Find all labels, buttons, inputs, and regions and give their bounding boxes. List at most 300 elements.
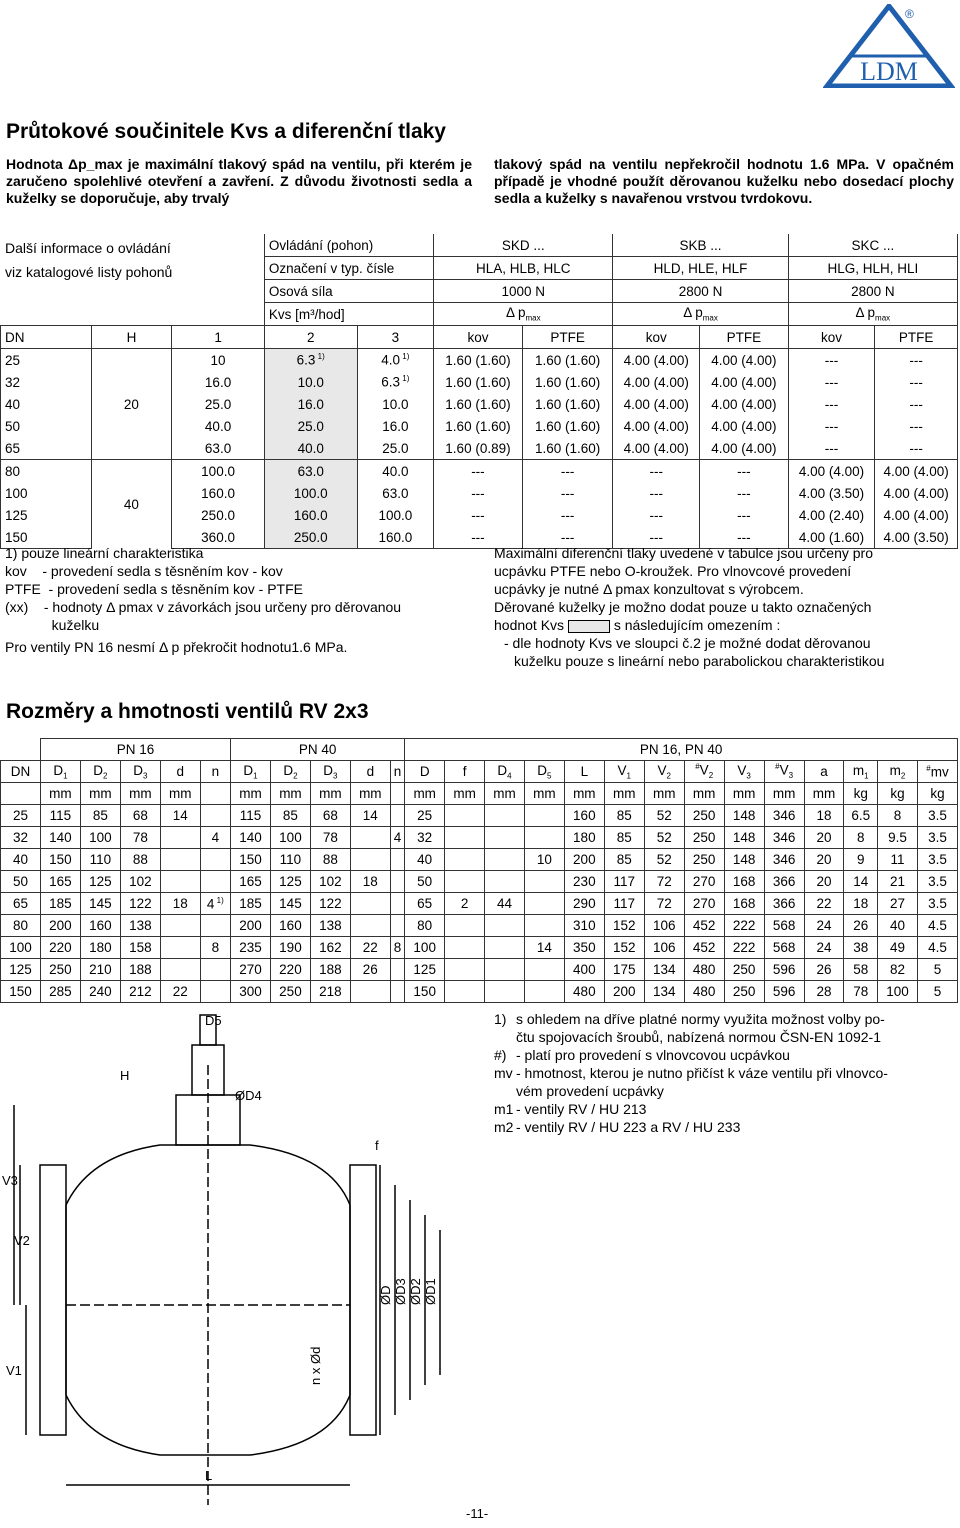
dim-cell: 78 [120, 827, 160, 849]
dp-cell: --- [434, 504, 523, 526]
dp-cell: --- [613, 460, 700, 483]
footnotes [494, 1010, 954, 1136]
dim-cell [350, 915, 390, 937]
dim-row [1, 849, 958, 871]
dim-cell [524, 871, 564, 893]
dp-cell: 4.00 (1.60) [788, 526, 875, 549]
dim-cell: 168 [724, 893, 764, 915]
dim-cell: 58 [844, 959, 878, 981]
dim-unit-cell: mm [160, 783, 200, 805]
dim-cell [445, 915, 485, 937]
dim-cell [485, 937, 525, 959]
dim-cell [524, 805, 564, 827]
label-d1: ØD1 [423, 1278, 438, 1305]
dim-cell: 25 [1, 805, 41, 827]
dp-cell: --- [522, 460, 613, 483]
dim-cell: 138 [310, 915, 350, 937]
kvs3-cell: 100.0 [357, 504, 434, 526]
note-right-2: ucpávku PTFE nebo O-kroužek. Pro vlnovcové provedení [494, 563, 852, 579]
dim-cell: 250 [724, 959, 764, 981]
dim-cell: 100 [405, 937, 445, 959]
dim-cell [445, 937, 485, 959]
note-right-4: Děrované kuželky je možno dodat pouze u takto označených [494, 599, 872, 615]
dim-cell: 480 [684, 959, 724, 981]
dim-cell: 165 [40, 871, 80, 893]
group-pn16-40: PN 16, PN 40 [405, 739, 958, 761]
dim-cell: 68 [310, 805, 350, 827]
logo-text: LDM [860, 57, 918, 86]
dim-cell: 210 [80, 959, 120, 981]
kvs2-cell: 63.0 [264, 460, 357, 483]
kvs-col-head: DN [1, 326, 92, 349]
dim-head-cell: d [350, 761, 390, 783]
dim-cell [445, 805, 485, 827]
dim-row [1, 871, 958, 893]
note-1: 1) pouze lineární charakteristika [5, 545, 204, 561]
dim-cell [390, 805, 404, 827]
force-1: 1000 N [434, 280, 613, 303]
dim-cell: 180 [564, 827, 604, 849]
registered-mark: ® [905, 7, 914, 21]
dim-cell: 115 [231, 805, 271, 827]
actuator-skd: SKD ... [434, 234, 613, 257]
dp-cell: --- [434, 460, 523, 483]
dim-cell: 65 [405, 893, 445, 915]
dp-cell: 4.00 (4.00) [875, 460, 958, 483]
dim-cell: 250 [270, 981, 310, 1003]
dp-cell: --- [613, 526, 700, 549]
dim-head-cell: a [804, 761, 844, 783]
dim-cell: 346 [764, 805, 804, 827]
notes-right [494, 544, 954, 670]
kvs-col-head: 1 [172, 326, 265, 349]
dim-head-cell: $^{\#}V_3$ [764, 761, 804, 783]
dim-cell: 366 [764, 893, 804, 915]
label-d: ØD [378, 1285, 393, 1305]
dim-cell: 52 [644, 849, 684, 871]
dim-cell: 20 [804, 849, 844, 871]
dp-cell: 4.00 (4.00) [875, 482, 958, 504]
footnote-text: s ohledem na dříve platné normy využita možnost volby po- [516, 1011, 885, 1027]
label-d5: D5 [205, 1013, 222, 1028]
footnote-text: vém provedení ucpávky [516, 1083, 664, 1099]
dim-cell: 150 [1, 981, 41, 1003]
dim-cell: 148 [724, 849, 764, 871]
dim-cell [390, 915, 404, 937]
dp-cell: 4.00 (4.00) [613, 393, 700, 415]
group-pn16: PN 16 [40, 739, 230, 761]
label-v3: V3 [2, 1173, 18, 1188]
label-d4: ØD4 [235, 1088, 262, 1103]
kvs-col-head: H [91, 326, 172, 349]
dim-head-cell: $^{\#}V_2$ [684, 761, 724, 783]
dp-cell: --- [700, 526, 789, 549]
dim-cell: 140 [231, 827, 271, 849]
label-d2: ØD2 [408, 1278, 423, 1305]
dim-cell: 72 [644, 893, 684, 915]
dim-cell: 2 [445, 893, 485, 915]
label-force: Osová síla [264, 280, 433, 303]
kvs-row [1, 460, 958, 483]
dim-cell: 158 [120, 937, 160, 959]
dim-cell [200, 981, 230, 1003]
note-right-5: hodnot Kvs s následujícím omezením : [494, 617, 781, 633]
dim-unit-cell: mm [405, 783, 445, 805]
dim-head-cell: $D_3$ [120, 761, 160, 783]
dim-cell [524, 915, 564, 937]
dp-cell: --- [788, 393, 875, 415]
dim-head-cell: $V_2$ [644, 761, 684, 783]
dim-cell: 52 [644, 827, 684, 849]
dim-cell: 8 [200, 937, 230, 959]
kvs1-cell: 100.0 [172, 460, 265, 483]
dim-cell: 18 [844, 893, 878, 915]
dim-cell: 185 [40, 893, 80, 915]
dim-head-cell: d [160, 761, 200, 783]
designation-1: HLA, HLB, HLC [434, 257, 613, 280]
dim-cell: 72 [644, 871, 684, 893]
dim-cell: 117 [604, 893, 644, 915]
dim-head-cell: $V_1$ [604, 761, 644, 783]
dim-cell [160, 849, 200, 871]
dim-cell: 222 [724, 915, 764, 937]
dn-cell: 40 [1, 393, 92, 415]
dim-unit-cell: mm [270, 783, 310, 805]
kvs3-cell: 160.0 [357, 526, 434, 549]
dim-cell [350, 893, 390, 915]
dim-cell: 110 [80, 849, 120, 871]
dim-cell: 250 [724, 981, 764, 1003]
kvs2-cell: 10.0 [264, 371, 357, 393]
dim-cell: 100 [270, 827, 310, 849]
intro-left: Hodnota Δp_max je maximální tlakový spád na ventilu, při kterém je zaručeno spolehlivé otevření a zavření. Z důvodu životnosti sedla a kuželky se doporučuje, aby trvalý [6, 156, 472, 206]
kvs-col-head: 2 [264, 326, 357, 349]
dim-unit-cell: mm [310, 783, 350, 805]
dim-cell: 346 [764, 849, 804, 871]
dim-cell: 18 [804, 805, 844, 827]
dim-cell: 78 [844, 981, 878, 1003]
dim-cell [200, 959, 230, 981]
dim-cell: 4 $^{1)}$ [200, 893, 230, 915]
actuator-skc: SKC ... [788, 234, 957, 257]
dim-cell: 145 [270, 893, 310, 915]
designation-2: HLD, HLE, HLF [613, 257, 788, 280]
dim-cell: 26 [844, 915, 878, 937]
dim-cell [445, 827, 485, 849]
dp-cell: 1.60 (1.60) [434, 415, 523, 437]
dimension-headers [1, 761, 958, 783]
dp-cell: --- [875, 371, 958, 393]
dim-head-cell: $D_5$ [524, 761, 564, 783]
dp-cell: 4.00 (2.40) [788, 504, 875, 526]
kvs-column-headers [1, 326, 958, 349]
dp-cell: --- [788, 437, 875, 460]
kvs1-cell: 25.0 [172, 393, 265, 415]
dim-cell: 88 [310, 849, 350, 871]
dp-max-1: Δ $p_{max}$ [434, 303, 613, 326]
dim-unit-cell: mm [80, 783, 120, 805]
dim-unit-cell: mm [445, 783, 485, 805]
kvs2-cell: 16.0 [264, 393, 357, 415]
dim-unit-cell: mm [604, 783, 644, 805]
dim-head-cell: D [405, 761, 445, 783]
label-l: L [205, 1468, 213, 1483]
dim-head-cell: DN [1, 761, 41, 783]
dim-cell: 134 [644, 959, 684, 981]
dim-unit-cell: mm [120, 783, 160, 805]
dp-cell: 4.00 (4.00) [788, 460, 875, 483]
group-pn40: PN 40 [231, 739, 405, 761]
dim-cell: 200 [564, 849, 604, 871]
dim-cell: 230 [564, 871, 604, 893]
dim-cell: 150 [405, 981, 445, 1003]
kvs3-cell: 6.3 $^{1)}$ [357, 371, 434, 393]
dim-cell: 134 [644, 981, 684, 1003]
dim-cell: 3.5 [917, 893, 957, 915]
dim-cell: 26 [804, 959, 844, 981]
dim-cell: 28 [804, 981, 844, 1003]
dim-cell: 11 [878, 849, 918, 871]
dim-cell: 270 [684, 893, 724, 915]
kvs2-cell: 25.0 [264, 415, 357, 437]
kvs-col-head: kov [788, 326, 875, 349]
kvs3-cell: 10.0 [357, 393, 434, 415]
dn-cell: 65 [1, 437, 92, 460]
force-3: 2800 N [788, 280, 957, 303]
dim-cell: 160 [270, 915, 310, 937]
dim-cell [524, 959, 564, 981]
designation-3: HLG, HLH, HLI [788, 257, 957, 280]
dim-cell: 235 [231, 937, 271, 959]
footnote-text: - hmotnost, kterou je nutno přičíst k váze ventilu při vlnovco- [516, 1065, 888, 1081]
section1-title: Průtokové součinitele Kvs a diferenční tlaky [6, 120, 446, 143]
force-2: 2800 N [613, 280, 788, 303]
dim-cell [160, 827, 200, 849]
dim-unit-cell: mm [564, 783, 604, 805]
dim-cell: 152 [604, 915, 644, 937]
dim-cell: 10 [524, 849, 564, 871]
dim-cell [524, 827, 564, 849]
kvs-col-head: PTFE [875, 326, 958, 349]
kvs1-cell: 16.0 [172, 371, 265, 393]
dp-cell: --- [875, 437, 958, 460]
dim-cell: 65 [1, 893, 41, 915]
dim-cell: 9 [844, 849, 878, 871]
dim-cell: 125 [1, 959, 41, 981]
dim-cell: 190 [270, 937, 310, 959]
footnote-mark: m1 [494, 1101, 514, 1117]
dim-cell [485, 981, 525, 1003]
dim-unit-cell: mm [524, 783, 564, 805]
kvs-shade-swatch [568, 620, 610, 633]
dim-head-cell: $m_1$ [844, 761, 878, 783]
dim-cell: 25 [405, 805, 445, 827]
dim-cell: 290 [564, 893, 604, 915]
dp-cell: 4.00 (4.00) [700, 349, 789, 372]
kvs2-cell: 160.0 [264, 504, 357, 526]
dim-cell: 270 [231, 959, 271, 981]
dn-cell: 150 [1, 526, 92, 549]
note-right-1: Maximální diferenční tlaky uvedené v tabulce jsou určeny pro [494, 545, 873, 561]
dim-cell [160, 915, 200, 937]
dp-cell: 1.60 (1.60) [522, 437, 613, 460]
dimensions-table [0, 738, 958, 1003]
dim-cell: 20 [804, 871, 844, 893]
dim-cell [524, 981, 564, 1003]
dim-head-cell: L [564, 761, 604, 783]
dim-cell: 68 [120, 805, 160, 827]
dim-cell: 150 [40, 849, 80, 871]
footnote-text: - ventily RV / HU 223 a RV / HU 233 [516, 1119, 741, 1135]
dp-cell: 1.60 (0.89) [434, 437, 523, 460]
dim-cell: 5 [917, 981, 957, 1003]
dim-cell [445, 871, 485, 893]
footnote-text: - ventily RV / HU 213 [516, 1101, 647, 1117]
dim-cell: 106 [644, 937, 684, 959]
dim-cell: 8 [878, 805, 918, 827]
dim-row [1, 827, 958, 849]
dp-cell: --- [522, 526, 613, 549]
kvs3-cell: 4.0 $^{1)}$ [357, 349, 434, 372]
dp-cell: --- [875, 415, 958, 437]
h-cell: 40 [91, 460, 172, 549]
dim-cell: 568 [764, 915, 804, 937]
label-d3: ØD3 [393, 1278, 408, 1305]
footnote-mark: #) [494, 1047, 507, 1063]
dim-cell: 110 [270, 849, 310, 871]
dim-cell: 4.5 [917, 937, 957, 959]
dim-cell: 122 [310, 893, 350, 915]
dim-row [1, 893, 958, 915]
dim-cell: 350 [564, 937, 604, 959]
dim-cell: 220 [40, 937, 80, 959]
dim-cell [485, 871, 525, 893]
dim-cell: 400 [564, 959, 604, 981]
dp-cell: --- [613, 482, 700, 504]
dim-head-cell: f [445, 761, 485, 783]
page-number: -11- [466, 1506, 489, 1521]
footnote-mark: 1) [494, 1011, 507, 1027]
dim-head-cell: $D_2$ [270, 761, 310, 783]
dim-cell: 346 [764, 827, 804, 849]
label-designation: Označení v typ. čísle [264, 257, 433, 280]
dim-cell: 160 [564, 805, 604, 827]
kvs-col-head: kov [434, 326, 523, 349]
dim-cell: 40 [1, 849, 41, 871]
dim-row [1, 959, 958, 981]
dim-cell: 18 [350, 871, 390, 893]
dim-cell: 138 [120, 915, 160, 937]
dim-head-cell: $D_3$ [310, 761, 350, 783]
footnote [494, 1010, 954, 1028]
dim-cell: 9.5 [878, 827, 918, 849]
dim-cell: 4.5 [917, 915, 957, 937]
dim-cell [445, 959, 485, 981]
label-f: f [375, 1138, 379, 1153]
dim-cell: 480 [564, 981, 604, 1003]
dim-unit-cell: kg [844, 783, 878, 805]
dp-cell: --- [700, 482, 789, 504]
footnote-text: čtu spojovacích šroubů, nabízená normou ČSN-EN 1092-1 [516, 1029, 881, 1045]
dp-max-2: Δ $p_{max}$ [613, 303, 788, 326]
dim-cell: 80 [1, 915, 41, 937]
note-xx: (xx) - hodnoty Δ pmax v závorkách jsou určeny pro děrovanou [5, 599, 402, 615]
dim-cell: 185 [231, 893, 271, 915]
dim-cell [350, 981, 390, 1003]
dim-cell: 8 [844, 827, 878, 849]
actuator-skb: SKB ... [613, 234, 788, 257]
dim-head-cell: #mv [917, 761, 957, 783]
footnote [494, 1064, 954, 1082]
note-kov: kov - provedení sedla s těsněním kov - kov [5, 563, 283, 579]
dp-cell: 1.60 (1.60) [522, 371, 613, 393]
label-v1: V1 [6, 1363, 22, 1378]
notes-left [5, 544, 480, 656]
dim-cell: 21 [878, 871, 918, 893]
dim-cell: 212 [120, 981, 160, 1003]
dim-unit-cell: mm [764, 783, 804, 805]
dim-cell: 52 [644, 805, 684, 827]
dim-cell: 222 [724, 937, 764, 959]
kvs1-cell: 160.0 [172, 482, 265, 504]
kvs-col-head: 3 [357, 326, 434, 349]
dp-cell: 4.00 (4.00) [700, 415, 789, 437]
dp-cell: --- [788, 371, 875, 393]
kvs1-cell: 250.0 [172, 504, 265, 526]
dp-cell: 4.00 (4.00) [700, 371, 789, 393]
dim-cell: 14 [350, 805, 390, 827]
kvs3-cell: 63.0 [357, 482, 434, 504]
kvs1-cell: 40.0 [172, 415, 265, 437]
dim-cell: 40 [878, 915, 918, 937]
dn-cell: 80 [1, 460, 92, 483]
kvs-row [1, 349, 958, 372]
dim-cell: 150 [231, 849, 271, 871]
dim-cell: 24 [804, 915, 844, 937]
dim-cell: 568 [764, 937, 804, 959]
info-line1: Další informace o ovládání [5, 240, 171, 256]
dim-cell: 250 [684, 827, 724, 849]
dim-cell: 218 [310, 981, 350, 1003]
dim-cell [160, 937, 200, 959]
dim-cell: 80 [405, 915, 445, 937]
dim-cell: 20 [804, 827, 844, 849]
dim-cell: 27 [878, 893, 918, 915]
dim-cell: 452 [684, 915, 724, 937]
dim-unit-cell: mm [231, 783, 271, 805]
dim-cell: 4 [390, 827, 404, 849]
dim-cell: 85 [604, 827, 644, 849]
dim-cell: 310 [564, 915, 604, 937]
dim-row [1, 981, 958, 1003]
dim-unit-cell: mm [485, 783, 525, 805]
dim-cell: 82 [878, 959, 918, 981]
dp-cell: 4.00 (4.00) [613, 437, 700, 460]
dim-cell: 85 [80, 805, 120, 827]
dim-cell: 200 [40, 915, 80, 937]
footnote-text: - platí pro provedení s vlnovcovou ucpávkou [516, 1047, 790, 1063]
dim-cell [445, 849, 485, 871]
dp-cell: 4.00 (4.00) [613, 349, 700, 372]
dim-cell: 162 [310, 937, 350, 959]
kvs2-cell: 250.0 [264, 526, 357, 549]
dim-cell: 100 [878, 981, 918, 1003]
dim-cell: 88 [120, 849, 160, 871]
dp-cell: 4.00 (3.50) [875, 526, 958, 549]
dim-cell: 117 [604, 871, 644, 893]
dim-cell [350, 827, 390, 849]
dim-cell [160, 871, 200, 893]
